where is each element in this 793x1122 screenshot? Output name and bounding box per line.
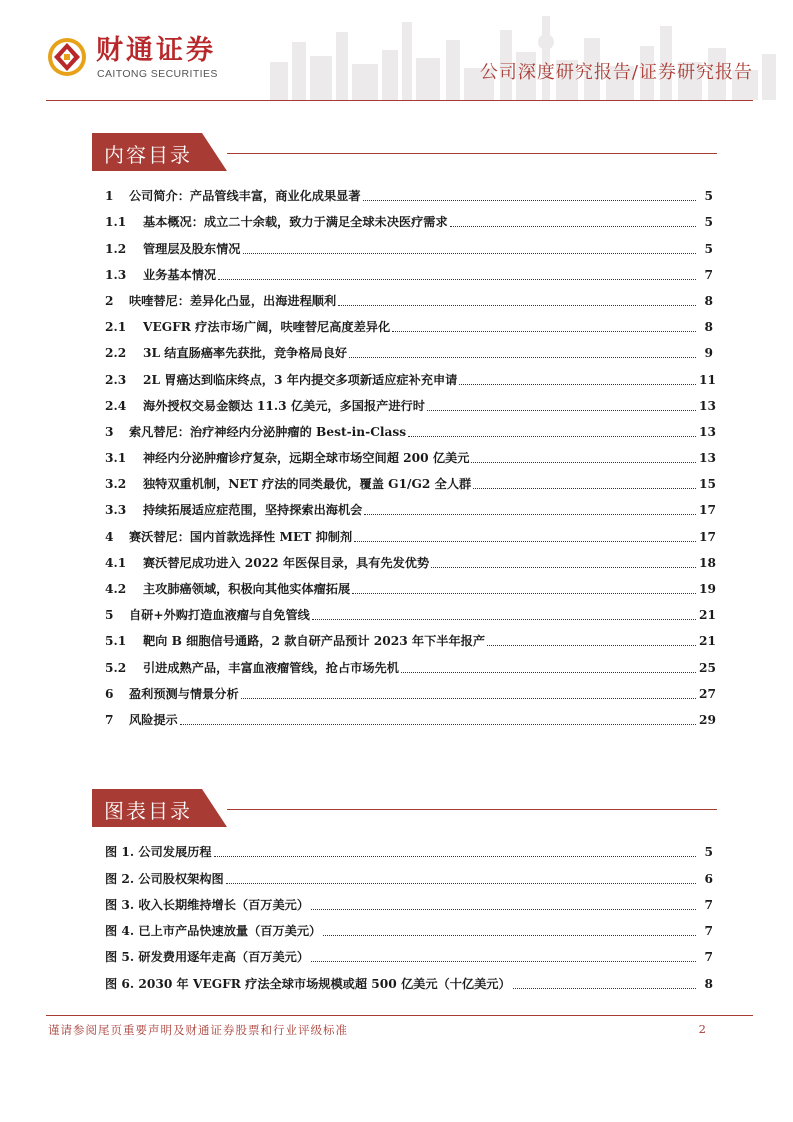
- dot-leader: [363, 200, 696, 201]
- toc-entry[interactable]: [105, 649, 716, 675]
- toc-entry-title: 3L 结直肠癌率先获批，竞争格局良好: [143, 346, 348, 361]
- toc-entry-page: 11: [699, 372, 716, 387]
- figure-entry-page: 5: [704, 845, 713, 860]
- toc-entry-number: 3.2: [105, 477, 127, 492]
- toc-entry[interactable]: [105, 623, 716, 649]
- figure-entry[interactable]: [105, 939, 713, 965]
- toc-entry[interactable]: [105, 518, 716, 544]
- toc-entry-number: 5.1: [105, 634, 127, 649]
- toc-entry[interactable]: [105, 571, 716, 597]
- toc-entry-title: 2L 胃癌达到临床终点，3 年内提交多项新适应症补充申请: [143, 372, 458, 387]
- figure-entry[interactable]: [105, 887, 713, 913]
- toc-entry-title: 神经内分泌肿瘤诊疗复杂，远期全球市场空间超 200 亿美元: [143, 451, 470, 466]
- table-of-contents: [105, 178, 716, 728]
- dot-leader: [311, 961, 696, 962]
- dot-leader: [459, 384, 696, 385]
- figure-entry-page: 6: [704, 871, 713, 886]
- city-skyline-decoration: [250, 12, 793, 100]
- figure-entry-title: 图 2. 公司股权架构图: [105, 871, 224, 886]
- dot-leader: [364, 514, 696, 515]
- toc-entry-title: 盈利预测与情景分析: [129, 686, 239, 701]
- toc-entry-number: 6: [105, 686, 114, 701]
- toc-entry[interactable]: [105, 702, 716, 728]
- dot-leader: [226, 883, 696, 884]
- toc-entry-number: 2.2: [105, 346, 127, 361]
- figures-section-tab: [92, 789, 227, 827]
- toc-entry-number: 5.2: [105, 660, 127, 675]
- dot-leader: [241, 698, 696, 699]
- toc-entry-page: 29: [699, 712, 716, 727]
- figures-heading: 图表目录: [104, 799, 192, 823]
- toc-entry-title: 自研+外购打造血液瘤与自免管线: [129, 608, 310, 623]
- toc-entry-page: 13: [699, 451, 716, 466]
- figure-entry-title: 图 4. 已上市产品快速放量（百万美元）: [105, 924, 322, 939]
- toc-entry-title: 基本概况：成立二十余载，致力于满足全球未决医疗需求: [143, 215, 448, 230]
- dot-leader: [218, 279, 696, 280]
- dot-leader: [311, 909, 696, 910]
- toc-entry-page: 13: [699, 424, 716, 439]
- toc-entry-page: 5: [704, 241, 713, 256]
- toc-entry-number: 2: [105, 293, 114, 308]
- page-number: 2: [698, 1022, 706, 1036]
- toc-entry-page: 17: [699, 529, 716, 544]
- toc-entry-number: 1.1: [105, 215, 127, 230]
- toc-entry[interactable]: [105, 178, 713, 204]
- toc-entry[interactable]: [105, 492, 716, 518]
- dot-leader: [427, 410, 696, 411]
- toc-entry-number: 2.3: [105, 372, 127, 387]
- toc-entry-number: 3.3: [105, 503, 127, 518]
- toc-entry-page: 17: [699, 503, 716, 518]
- toc-entry-number: 4.2: [105, 582, 127, 596]
- toc-entry-page: 8: [704, 320, 713, 335]
- toc-entry-title: 主攻肺癌领域，积极向其他实体瘤拓展: [143, 582, 351, 596]
- footer-divider: [46, 1015, 753, 1016]
- toc-entry-number: 1: [105, 189, 114, 204]
- figure-entry-page: 8: [704, 976, 713, 991]
- dot-leader: [513, 988, 696, 989]
- figure-entry-page: 7: [704, 924, 713, 939]
- figure-entry-title: 图 6. 2030 年 VEGFR 疗法全球市场规模或超 500 亿美元（十亿美元）: [105, 976, 511, 991]
- dot-leader: [338, 305, 696, 306]
- dot-leader: [487, 645, 696, 646]
- figure-entry[interactable]: [105, 913, 713, 939]
- toc-entry-page: 8: [704, 293, 713, 308]
- toc-entry-page: 27: [699, 686, 716, 701]
- dot-leader: [471, 462, 696, 463]
- dot-leader: [323, 935, 696, 936]
- toc-entry-page: 7: [704, 267, 713, 282]
- toc-entry-title: 呋喹替尼：差异化凸显，出海进程顺利: [129, 293, 337, 308]
- toc-entry[interactable]: [105, 257, 713, 283]
- toc-entry-page: 19: [699, 582, 716, 596]
- dot-leader: [349, 357, 696, 358]
- dot-leader: [408, 436, 696, 437]
- toc-entry-number: 3: [105, 424, 114, 439]
- toc-entry-title: 靶向 B 细胞信号通路，2 款自研产品预计 2023 年下半年报产: [143, 634, 486, 649]
- toc-entry[interactable]: [105, 545, 716, 571]
- toc-entry-title: 索凡替尼：治疗神经内分泌肿瘤的 Best-in-Class: [129, 424, 407, 439]
- toc-entry-number: 2.1: [105, 320, 127, 335]
- dot-leader: [392, 331, 696, 332]
- dot-leader: [243, 253, 697, 254]
- dot-leader: [354, 541, 696, 542]
- toc-entry-number: 2.4: [105, 398, 127, 413]
- toc-entry[interactable]: [105, 283, 713, 309]
- toc-entry-number: 1.3: [105, 267, 127, 282]
- figure-entry-page: 7: [704, 897, 713, 912]
- toc-entry-page: 25: [699, 660, 716, 675]
- toc-entry-number: 3.1: [105, 451, 127, 466]
- dot-leader: [214, 856, 696, 857]
- dot-leader: [431, 567, 696, 568]
- toc-entry-title: 持续拓展适应症范围，坚持探索出海机会: [143, 503, 363, 518]
- dot-leader: [473, 488, 696, 489]
- figure-entry-title: 图 3. 收入长期维持增长（百万美元）: [105, 897, 310, 912]
- toc-entry[interactable]: [105, 204, 713, 230]
- toc-entry[interactable]: [105, 230, 713, 256]
- toc-entry-page: 15: [699, 477, 716, 492]
- toc-entry-title: 独特双重机制，NET 疗法的同类最优，覆盖 G1/G2 全人群: [143, 477, 472, 492]
- toc-entry-title: 公司简介：产品管线丰富，商业化成果显著: [129, 189, 361, 204]
- toc-entry[interactable]: [105, 335, 713, 361]
- toc-section-tab: [92, 133, 227, 171]
- toc-entry-title: 引进成熟产品，丰富血液瘤管线，抢占市场先机: [143, 660, 399, 675]
- toc-entry-page: 5: [704, 189, 713, 204]
- toc-entry-title: 赛沃替尼成功进入 2022 年医保目录，具有先发优势: [143, 555, 430, 570]
- figures-heading-rule: [227, 809, 717, 810]
- figure-entry-title: 图 5. 研发费用逐年走高（百万美元）: [105, 950, 310, 965]
- caitong-logo-icon: [47, 37, 87, 77]
- toc-entry[interactable]: [105, 309, 713, 335]
- toc-entry-page: 9: [704, 346, 713, 361]
- list-of-figures: [105, 834, 713, 992]
- footer-disclaimer: 谨请参阅尾页重要声明及财通证券股票和行业评级标准: [48, 1023, 348, 1037]
- toc-entry-title: VEGFR 疗法市场广阔，呋喹替尼高度差异化: [143, 320, 391, 335]
- brand-name-cn: 财通证券: [96, 35, 216, 66]
- toc-entry[interactable]: [105, 597, 716, 623]
- brand-name-en: CAITONG SECURITIES: [97, 68, 218, 80]
- dot-leader: [401, 672, 696, 673]
- toc-entry[interactable]: [105, 676, 716, 702]
- toc-entry-number: 5: [105, 608, 114, 623]
- figure-entry[interactable]: [105, 965, 713, 991]
- toc-entry-number: 7: [105, 712, 114, 727]
- toc-heading-rule: [227, 153, 717, 154]
- toc-entry[interactable]: [105, 466, 716, 492]
- toc-entry-page: 5: [704, 215, 713, 230]
- toc-heading: 内容目录: [104, 143, 192, 167]
- toc-entry[interactable]: [105, 361, 716, 387]
- header-divider: [46, 100, 753, 101]
- toc-entry-number: 1.2: [105, 241, 127, 256]
- dot-leader: [352, 593, 696, 594]
- page-header: [0, 0, 793, 112]
- toc-entry-page: 13: [699, 398, 716, 413]
- figure-entry[interactable]: [105, 834, 713, 860]
- figure-entry[interactable]: [105, 860, 713, 886]
- toc-entry[interactable]: [105, 414, 716, 440]
- toc-entry-page: 21: [699, 634, 716, 649]
- toc-entry-page: 18: [699, 555, 716, 570]
- toc-entry-title: 风险提示: [129, 712, 178, 727]
- figure-entry-page: 7: [704, 950, 713, 965]
- toc-entry-title: 赛沃替尼：国内首款选择性 MET 抑制剂: [129, 529, 353, 544]
- toc-entry-title: 海外授权交易金额达 11.3 亿美元，多国报产进行时: [143, 398, 425, 413]
- toc-entry-title: 管理层及股东情况: [143, 241, 241, 256]
- toc-entry-title: 业务基本情况: [143, 267, 217, 282]
- dot-leader: [450, 226, 696, 227]
- dot-leader: [312, 619, 696, 620]
- dot-leader: [180, 724, 696, 725]
- toc-entry[interactable]: [105, 440, 716, 466]
- toc-entry-page: 21: [699, 608, 716, 623]
- report-type-label: 公司深度研究报告/证券研究报告: [479, 62, 753, 83]
- toc-entry[interactable]: [105, 388, 716, 414]
- toc-entry-number: 4: [105, 529, 114, 544]
- figure-entry-title: 图 1. 公司发展历程: [105, 845, 212, 860]
- toc-entry-number: 4.1: [105, 555, 127, 570]
